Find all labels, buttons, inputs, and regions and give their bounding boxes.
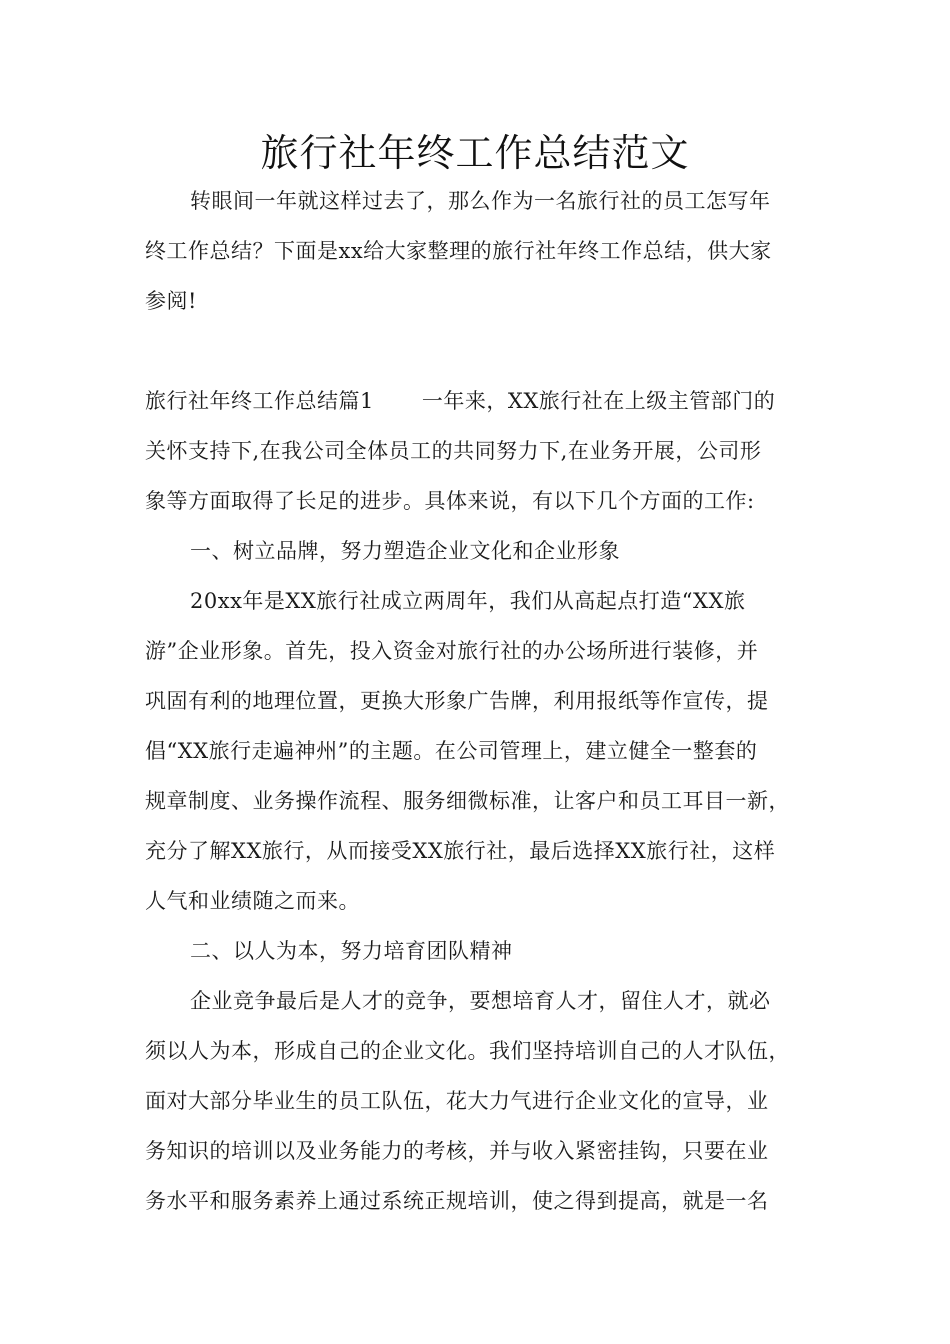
section-first-line <box>145 386 775 416</box>
para-2-line: 企业竞争最后是人才的竞争，要想培育人才，留住人才，就必 <box>190 989 771 1013</box>
para-2-line: 须以人为本，形成自己的企业文化。我们坚持培训自己的人才队伍， <box>145 1039 790 1063</box>
intro-line: 参阅! <box>145 289 197 313</box>
heading-1: 一、树立品牌，努力塑造企业文化和企业形象 <box>190 539 620 563</box>
para-1-line: 充分了解XX旅行，从而接受XX旅行社，最后选择XX旅行社，这样 <box>145 839 776 863</box>
heading-2: 二、以人为本，努力培育团队精神 <box>190 939 513 963</box>
para-1-line: 游”企业形象。首先，投入资金对旅行社的办公场所进行装修，并 <box>145 639 759 663</box>
para-1-line: 巩固有利的地理位置，更换大形象广告牌，利用报纸等作宣传，提 <box>145 689 769 713</box>
intro-line: 转眼间一年就这样过去了，那么作为一名旅行社的员工怎写年 <box>190 189 771 213</box>
para-2-line: 务知识的培训以及业务能力的考核，并与收入紧密挂钩，只要在业 <box>145 1139 769 1163</box>
intro-line: 终工作总结？下面是xx给大家整理的旅行社年终工作总结，供大家 <box>145 239 772 263</box>
para-2-line: 务水平和服务素养上通过系统正规培训，使之得到提高，就是一名 <box>145 1189 769 1213</box>
section-line: 关怀支持下,在我公司全体员工的共同努力下,在业务开展，公司形 <box>145 439 762 463</box>
para-1-line: 规章制度、业务操作流程、服务细微标准，让客户和员工耳目一新， <box>145 789 790 813</box>
section-label: 旅行社年终工作总结篇1 <box>145 389 374 413</box>
para-1-line: 20xx年是XX旅行社成立两周年，我们从高起点打造“XX旅 <box>190 589 746 613</box>
para-1-line: 倡“XX旅行走遍神州”的主题。在公司管理上，建立健全一整套的 <box>145 739 758 763</box>
document-title: 旅行社年终工作总结范文 <box>260 131 690 175</box>
section-first-line-text: 一年来，XX旅行社在上级主管部门的 <box>421 389 776 413</box>
para-2-line: 面对大部分毕业生的员工队伍，花大力气进行企业文化的宣导，业 <box>145 1089 769 1113</box>
para-1-line: 人气和业绩随之而来。 <box>145 889 360 913</box>
section-line: 象等方面取得了长足的进步。具体来说，有以下几个方面的工作: <box>145 489 755 513</box>
